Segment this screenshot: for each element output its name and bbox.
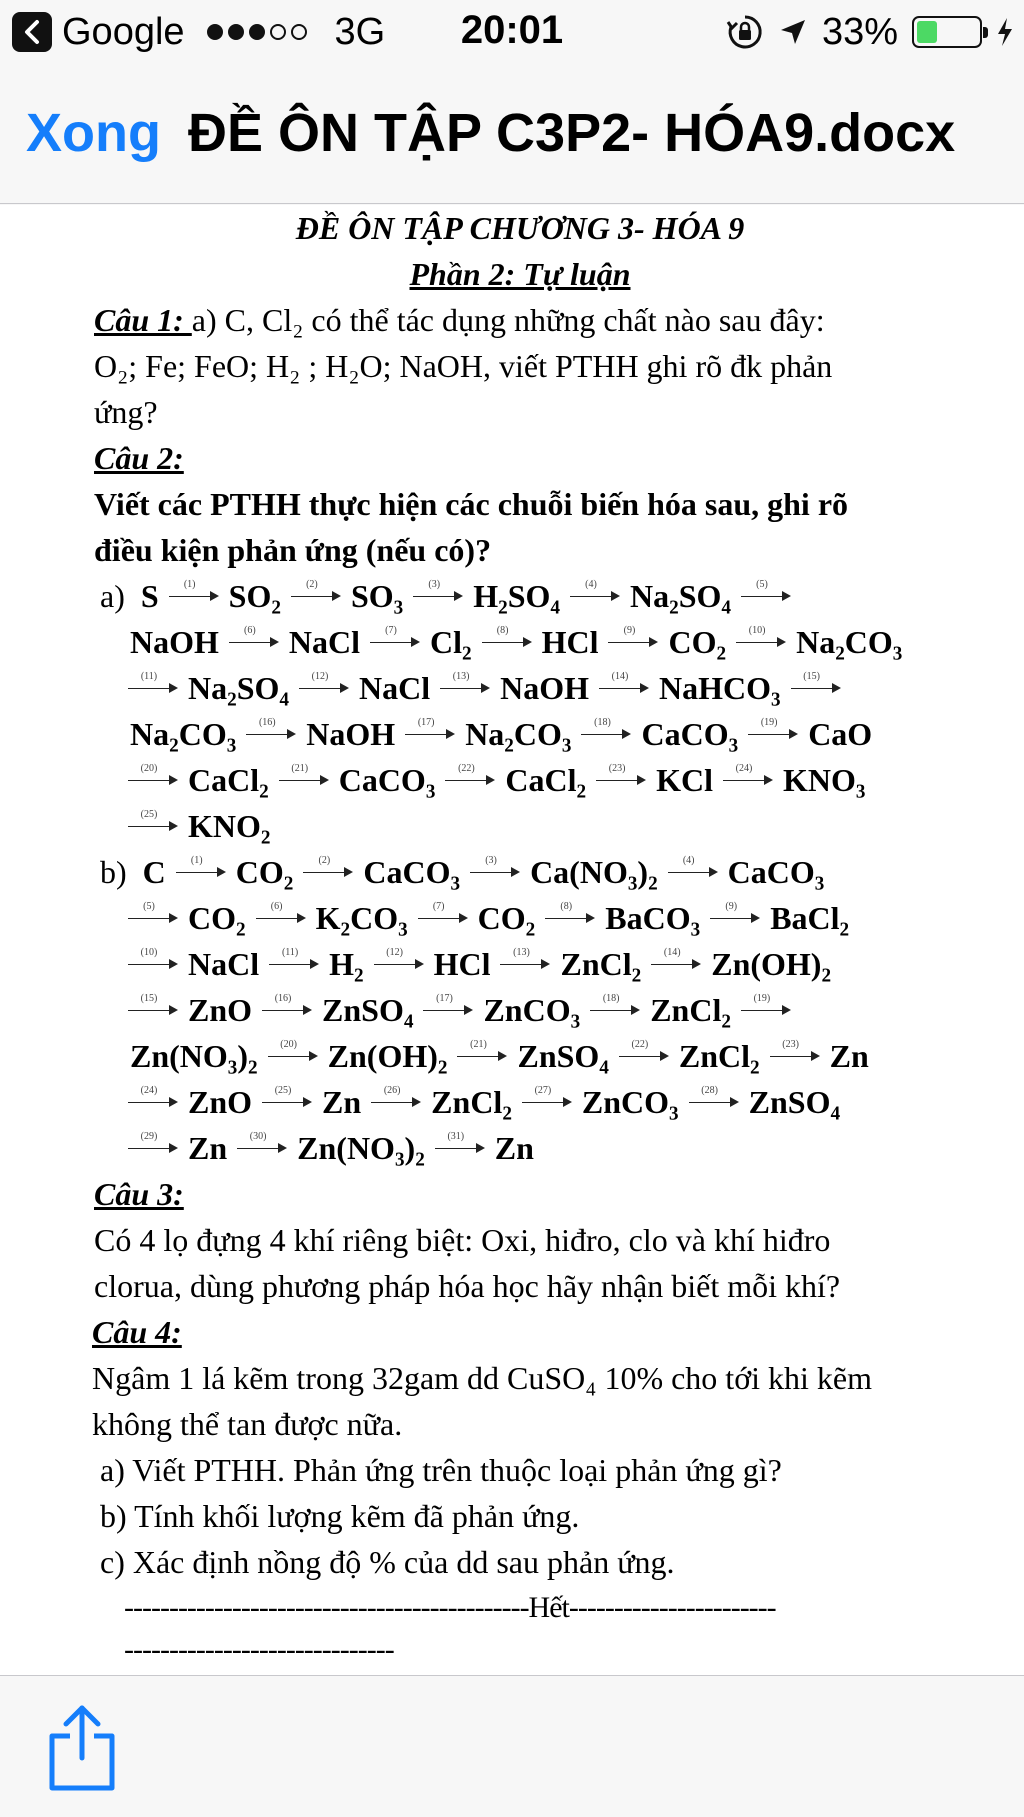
reaction-arrow	[596, 763, 646, 788]
q2-label: Câu 2:	[94, 440, 184, 476]
chemical-formula: KCl	[656, 762, 713, 798]
reaction-number: (2)	[318, 855, 331, 866]
reaction-number: (26)	[383, 1085, 401, 1096]
doc-heading: ĐỀ ÔN TẬP CHƯƠNG 3- HÓA 9	[295, 210, 745, 246]
reaction-number: (2)	[306, 579, 318, 590]
reaction-arrow	[413, 579, 463, 604]
reaction-arrow	[128, 901, 178, 926]
reaction-number: (7)	[432, 901, 445, 912]
reaction-number: (5)	[143, 901, 155, 912]
reaction-arrow	[791, 671, 841, 696]
reaction-number: (15)	[140, 993, 158, 1004]
status-bar	[0, 0, 1024, 64]
chain-line	[100, 849, 960, 895]
q1-line-1	[94, 297, 954, 343]
reaction-arrow	[128, 1131, 178, 1156]
q2-text-2: điều kiện phản ứng (nếu có)?	[94, 532, 492, 568]
chemical-formula: NaOH	[130, 624, 219, 660]
chemical-formula: CaO	[808, 716, 873, 752]
reaction-arrow	[237, 1131, 287, 1156]
reaction-arrow	[470, 855, 520, 880]
reaction-number: (9)	[725, 901, 738, 912]
reaction-number: (17)	[417, 717, 435, 728]
chain-line	[124, 803, 960, 849]
reaction-arrow	[457, 1039, 507, 1064]
reaction-number: (6)	[244, 625, 256, 636]
reaction-arrow	[770, 1039, 820, 1064]
reaction-arrow	[710, 901, 760, 926]
reaction-arrow	[371, 1085, 421, 1110]
chemical-formula: Zn	[188, 1130, 228, 1166]
chemical-formula: ZnCO₃	[581, 1084, 679, 1120]
chemical-formula: NaHCO₃	[658, 670, 781, 706]
reaction-number: (27)	[534, 1085, 552, 1096]
chemical-formula: HCl	[433, 946, 491, 982]
chemical-formula: Zn	[829, 1038, 869, 1074]
chemical-formula: H₂SO₄	[473, 578, 560, 614]
chemical-formula: CaCO₃	[641, 716, 739, 752]
q4-item-a: a) Viết PTHH. Phản ứng trên thuộc loại phản ứng gì?	[100, 1452, 782, 1488]
q4-item-c: c) Xác định nồng độ % của dd sau phản ứng.	[100, 1544, 675, 1580]
chemical-formula: CaCO₃	[727, 854, 825, 890]
q4-item-b: b) Tính khối lượng kẽm đã phản ứng.	[100, 1498, 580, 1534]
reaction-arrow	[262, 993, 312, 1018]
reaction-number: (8)	[496, 625, 509, 636]
chemical-formula: HCl	[541, 624, 599, 660]
network-type: 3G	[334, 10, 386, 53]
reaction-number: (21)	[470, 1039, 487, 1050]
chemical-formula: C	[142, 854, 166, 890]
reaction-arrow	[370, 625, 420, 650]
chemical-formula: CO₂	[188, 900, 246, 936]
reaction-arrow	[128, 947, 178, 972]
reaction-arrow	[246, 717, 296, 742]
reaction-number: (19)	[753, 993, 771, 1004]
reaction-number: (31)	[447, 1131, 465, 1142]
chemical-formula: KNO₃	[783, 762, 866, 798]
reaction-number: (24)	[140, 1085, 158, 1096]
reaction-arrow	[279, 763, 329, 788]
chemical-formula: H₂	[329, 946, 364, 982]
chemical-formula: NaOH	[500, 670, 589, 706]
reaction-number: (22)	[458, 763, 475, 774]
reaction-number: (14)	[663, 947, 681, 958]
chemical-formula: BaCO₃	[605, 900, 701, 936]
chemical-formula: KNO₂	[188, 808, 271, 844]
q4-label: Câu 4:	[92, 1314, 182, 1350]
bottom-toolbar	[0, 1675, 1024, 1817]
reaction-arrow	[522, 1085, 572, 1110]
reaction-arrow	[374, 947, 424, 972]
reaction-arrow	[418, 901, 468, 926]
reaction-arrow	[262, 1085, 312, 1110]
chemical-formula: ZnSO₄	[748, 1084, 841, 1120]
chemical-formula: NaOH	[306, 716, 396, 752]
chemical-formula: Na₂CO₃	[465, 716, 572, 752]
chain-line	[124, 1033, 960, 1079]
reaction-number: (25)	[140, 809, 158, 820]
reaction-arrow	[741, 993, 791, 1018]
doc-subheading: Phần 2: Tự luận	[409, 256, 631, 292]
chain-line	[124, 941, 960, 987]
reaction-number: (11)	[140, 671, 158, 682]
chemical-formula: Zn	[494, 1130, 534, 1166]
question-3	[94, 1171, 954, 1309]
chemical-formula: ZnSO₄	[322, 992, 414, 1028]
reaction-arrow	[128, 671, 178, 696]
chemical-formula: K₂CO₃	[315, 900, 408, 936]
chain-line	[124, 1125, 960, 1171]
question-1	[94, 297, 954, 435]
q1-text-2: O₂; Fe; FeO; H₂ ; H₂O; NaOH, viết PTHH ghi rõ đk phản	[94, 348, 833, 384]
chemical-formula: Na₂CO₃	[130, 716, 237, 752]
reaction-arrow	[619, 1039, 669, 1064]
reaction-number: (10)	[748, 625, 766, 636]
reaction-arrow	[445, 763, 495, 788]
reaction-arrow	[736, 625, 786, 650]
chemical-formula: CO₂	[235, 854, 294, 890]
reaction-number: (17)	[436, 993, 453, 1004]
reaction-arrow	[128, 763, 178, 788]
reaction-number: (9)	[623, 625, 636, 636]
chain-line	[100, 573, 960, 619]
chemical-formula: CO₂	[668, 624, 727, 660]
reaction-arrow	[256, 901, 306, 926]
chemical-formula: Zn(OH)₂	[327, 1038, 448, 1074]
reaction-number: (4)	[585, 579, 597, 590]
reaction-arrow	[570, 579, 620, 604]
reaction-arrow	[689, 1085, 739, 1110]
question-2	[94, 435, 954, 573]
reaction-number: (1)	[183, 579, 196, 590]
reaction-number: (18)	[602, 993, 620, 1004]
reaction-arrow	[741, 579, 791, 604]
battery-nub	[983, 27, 988, 38]
reaction-number: (6)	[270, 901, 283, 912]
reaction-number: (20)	[140, 763, 158, 774]
q1-text-3: ứng?	[94, 394, 158, 430]
end-divider-1: ---------------------------------------------Hết-----------------------	[124, 1591, 776, 1624]
reaction-arrow	[651, 947, 701, 972]
charging-bolt-icon	[996, 17, 1014, 47]
reaction-number: (13)	[452, 671, 470, 682]
reaction-number: (7)	[385, 625, 397, 636]
chemical-formula: Na₂SO₄	[629, 578, 731, 614]
chemical-formula: CaCl₂	[505, 762, 587, 798]
chemical-formula: NaCl	[288, 624, 360, 660]
reaction-number: (10)	[140, 947, 158, 958]
reaction-number: (30)	[249, 1131, 267, 1142]
reaction-number: (1)	[190, 855, 203, 866]
reaction-number: (4)	[682, 855, 695, 866]
status-time: 20:01	[460, 8, 564, 52]
reaction-number: (3)	[428, 579, 441, 590]
chain-line	[124, 619, 960, 665]
share-icon[interactable]	[46, 1702, 118, 1792]
reaction-arrow	[545, 901, 595, 926]
reaction-arrow	[723, 763, 773, 788]
chemical-formula: Na₂SO₄	[188, 670, 289, 706]
reaction-number: (11)	[281, 947, 299, 958]
reaction-arrow	[590, 993, 640, 1018]
chemical-formula: S	[140, 578, 159, 614]
reaction-arrow	[668, 855, 718, 880]
chain-part-label: a)	[100, 578, 125, 614]
battery-icon	[912, 16, 982, 48]
chemical-formula: ZnSO₄	[517, 1038, 609, 1074]
chemical-formula: ZnO	[188, 1084, 253, 1120]
reaction-number: (18)	[594, 717, 611, 728]
chemical-formula: CaCO₃	[363, 854, 461, 890]
chemical-formula: NaCl	[358, 670, 431, 706]
reaction-arrow	[482, 625, 532, 650]
battery-fill	[917, 21, 937, 43]
reaction-arrow	[581, 717, 631, 742]
chemical-formula: Na₂CO₃	[796, 624, 903, 660]
reaction-arrow	[608, 625, 658, 650]
chemical-formula: SO₃	[350, 578, 404, 614]
reaction-arrow	[299, 671, 349, 696]
reaction-arrow	[500, 947, 550, 972]
chain-line	[124, 757, 960, 803]
reaction-arrow	[128, 993, 178, 1018]
q3-text-2: clorua, dùng phương pháp hóa học hãy nhận biết mỗi khí?	[94, 1268, 841, 1304]
document-title: ĐỀ ÔN TẬP C3P2- HÓA9.docx	[188, 103, 956, 163]
chemical-formula: Zn(NO₃)₂	[297, 1130, 425, 1166]
chain-a	[100, 573, 960, 849]
chemical-formula: Zn	[322, 1084, 362, 1120]
reaction-number: (12)	[386, 947, 403, 958]
reaction-arrow	[599, 671, 649, 696]
q4-text-1: Ngâm 1 lá kẽm trong 32gam dd CuSO₄ 10% cho tới khi kẽm	[92, 1360, 872, 1396]
reaction-arrow	[423, 993, 473, 1018]
reaction-number: (23)	[608, 763, 626, 774]
back-app-label[interactable]: Google	[62, 10, 185, 53]
reaction-arrow	[405, 717, 455, 742]
q1-label: Câu 1:	[94, 302, 192, 338]
reaction-number: (8)	[560, 901, 573, 912]
done-button[interactable]: Xong	[26, 103, 161, 163]
chemical-formula: ZnCl₂	[431, 1084, 512, 1120]
reaction-number: (13)	[513, 947, 530, 958]
chain-line	[124, 665, 960, 711]
chemical-formula: ZnCl₂	[650, 992, 731, 1028]
chemical-formula: CaCO₃	[338, 762, 436, 798]
chemical-formula: ZnO	[188, 992, 253, 1028]
chemical-formula: CaCl₂	[188, 762, 269, 798]
chemical-formula: BaCl₂	[770, 900, 850, 936]
reaction-arrow	[169, 579, 219, 604]
chain-line	[124, 987, 960, 1033]
battery-percent: 33%	[821, 10, 898, 53]
reaction-number: (25)	[274, 1085, 292, 1096]
status-right	[726, 10, 1014, 54]
location-arrow-icon	[778, 17, 808, 47]
reaction-arrow	[176, 855, 226, 880]
chain-line	[124, 895, 960, 941]
chemical-formula: NaCl	[188, 946, 260, 982]
reaction-arrow	[303, 855, 353, 880]
reaction-arrow	[268, 1039, 318, 1064]
chemical-formula: ZnCl₂	[678, 1038, 760, 1074]
q3-text-1: Có 4 lọ đựng 4 khí riêng biệt: Oxi, hiđro, clo và khí hiđro	[94, 1222, 831, 1258]
rotation-lock-icon	[726, 13, 764, 51]
chemical-formula: Zn(OH)₂	[711, 946, 832, 982]
reaction-number: (3)	[485, 855, 497, 866]
reaction-number: (24)	[735, 763, 753, 774]
chemical-formula: Zn(NO₃)₂	[130, 1038, 258, 1074]
reaction-arrow	[435, 1131, 485, 1156]
reaction-number: (5)	[756, 579, 768, 590]
chemical-formula: ZnCl₂	[560, 946, 642, 982]
reaction-number: (22)	[631, 1039, 649, 1050]
question-4	[92, 1309, 952, 1447]
reaction-arrow	[229, 625, 279, 650]
q1-text-1: a) C, Cl₂ có thể tác dụng những chất nào sau đây:	[191, 302, 825, 338]
reaction-arrow	[128, 809, 178, 834]
end-divider-2: ------------------------------	[124, 1633, 394, 1666]
chain-part-label: b)	[100, 854, 127, 890]
chemical-formula: Ca(NO₃)₂	[530, 854, 658, 890]
reaction-number: (14)	[611, 671, 629, 682]
document-view[interactable]	[0, 205, 1024, 1675]
reaction-number: (16)	[258, 717, 276, 728]
q2-text-1: Viết các PTHH thực hiện các chuỗi biến hóa sau, ghi rõ	[94, 486, 849, 522]
reaction-arrow	[269, 947, 319, 972]
reaction-arrow	[128, 1085, 178, 1110]
chain-line	[124, 711, 960, 757]
reaction-number: (21)	[291, 763, 309, 774]
reaction-number: (28)	[701, 1085, 718, 1096]
reaction-number: (12)	[311, 671, 329, 682]
reaction-number: (16)	[274, 993, 292, 1004]
reaction-arrow	[748, 717, 798, 742]
chain-b	[100, 849, 960, 1171]
chemical-formula: ZnCO₃	[483, 992, 581, 1028]
chemical-formula: CO₂	[477, 900, 536, 936]
reaction-number: (23)	[782, 1039, 799, 1050]
reaction-number: (29)	[140, 1131, 158, 1142]
q3-label: Câu 3:	[94, 1176, 184, 1212]
reaction-number: (20)	[280, 1039, 297, 1050]
q4-text-2: không thể tan được nữa.	[92, 1406, 403, 1442]
chemical-formula: SO₂	[228, 578, 281, 614]
navigation-bar	[0, 64, 1024, 204]
reaction-number: (15)	[803, 671, 820, 682]
reaction-number: (19)	[760, 717, 778, 728]
reaction-arrow	[440, 671, 490, 696]
doc-subheading-wrap	[0, 251, 1024, 297]
chain-line	[124, 1079, 960, 1125]
chemical-formula: Cl₂	[430, 624, 472, 660]
reaction-arrow	[291, 579, 341, 604]
